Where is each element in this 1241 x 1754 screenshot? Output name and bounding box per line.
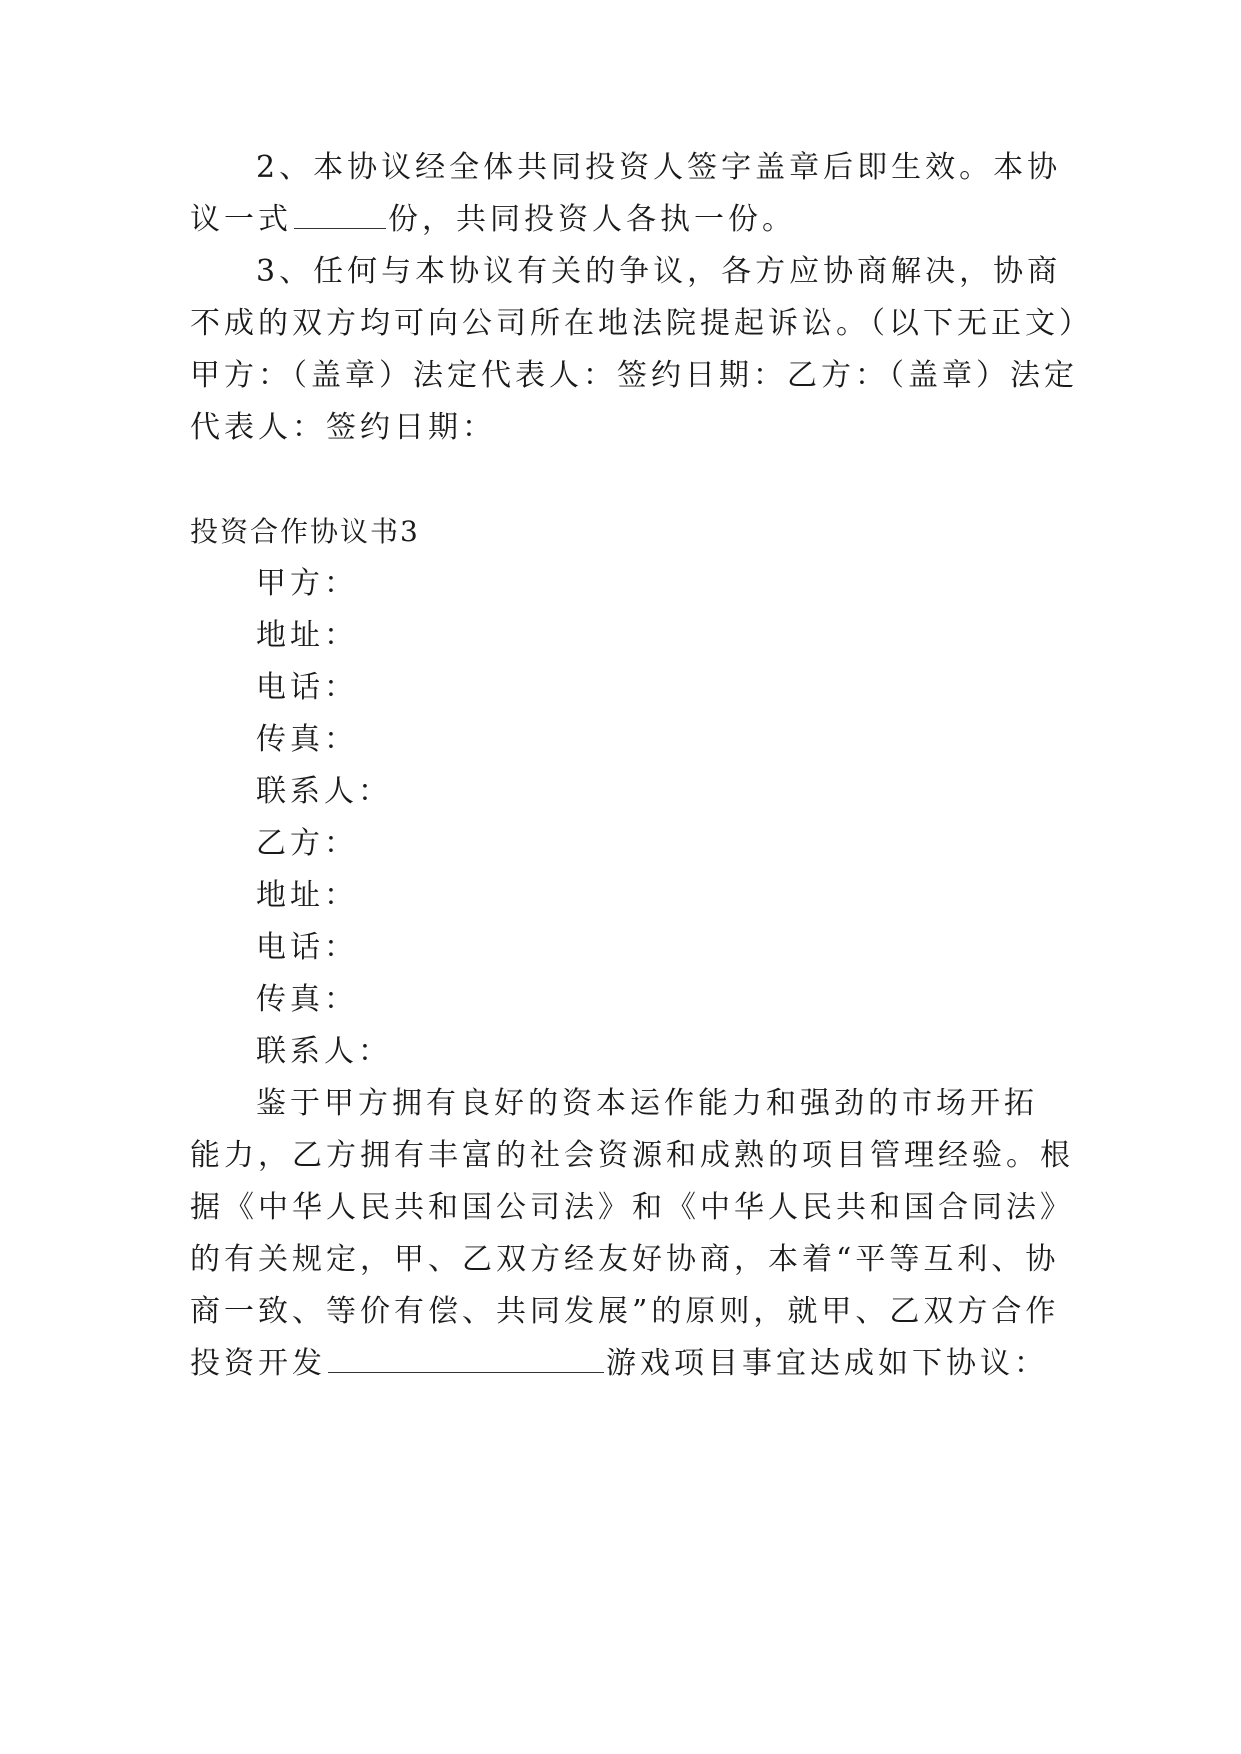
party-b-label: 乙方： [256, 826, 358, 861]
clause-3-line-2: 不成的双方均可向公司所在地法院提起诉讼。（以下无正文） [190, 306, 1093, 341]
party-b-phone: 电话： [256, 930, 358, 965]
clause-2-text-after-blank: 份，共同投资人各执一份。 [388, 202, 796, 237]
project-name-blank [328, 1346, 604, 1373]
party-a-fax: 传真： [256, 722, 358, 757]
preamble-line-3: 据《中华人民共和国公司法》和《中华人民共和国合同法》 [190, 1190, 1074, 1225]
signature-line-1: 甲方：（盖章）法定代表人：签约日期：乙方：（盖章）法定 [190, 358, 1078, 393]
party-b-contact: 联系人： [256, 1034, 392, 1069]
party-b-address: 地址： [256, 878, 358, 913]
clause-3-line-1: 3、任何与本协议有关的争议，各方应协商解决，协商 [256, 254, 1062, 289]
preamble-line-2: 能力，乙方拥有丰富的社会资源和成熟的项目管理经验。根 [190, 1138, 1074, 1173]
preamble-text-before-blank: 投资开发 [190, 1346, 326, 1381]
signature-line-2: 代表人：签约日期： [190, 410, 496, 445]
preamble-line-4: 的有关规定，甲、乙双方经友好协商，本着“平等互利、协 [190, 1242, 1060, 1277]
preamble-line-1: 鉴于甲方拥有良好的资本运作能力和强劲的市场开拓 [256, 1086, 1038, 1121]
section-3-title: 投资合作协议书3 [190, 515, 420, 548]
preamble-line-5: 商一致、等价有偿、共同发展”的原则，就甲、乙双方合作 [190, 1294, 1060, 1329]
party-a-contact: 联系人： [256, 774, 392, 809]
copies-count-blank [294, 202, 386, 229]
preamble-text-after-blank: 游戏项目事宜达成如下协议： [606, 1346, 1048, 1381]
clause-2-text-before-blank: 议一式 [190, 202, 292, 237]
clause-2-line-1: 2、本协议经全体共同投资人签字盖章后即生效。本协 [256, 150, 1062, 185]
preamble-line-6 [190, 1346, 1048, 1382]
clause-2-line-2 [190, 202, 796, 238]
party-b-fax: 传真： [256, 982, 358, 1017]
party-a-label: 甲方： [256, 566, 358, 601]
party-a-phone: 电话： [256, 670, 358, 705]
party-a-address: 地址： [256, 618, 358, 653]
